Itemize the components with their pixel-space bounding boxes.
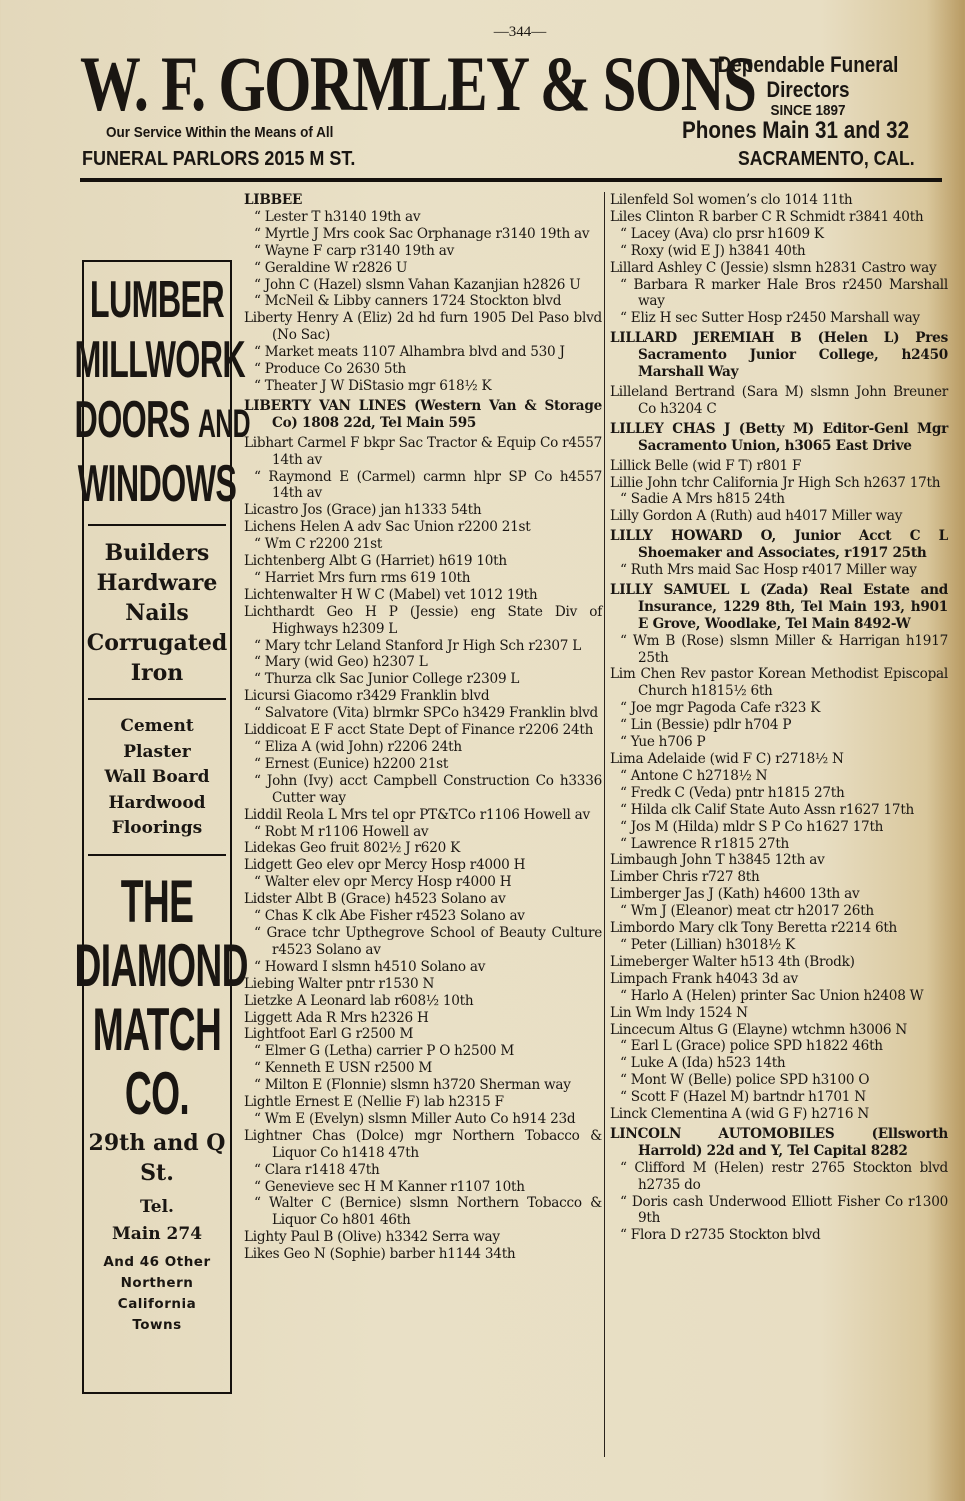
directory-entry: Lidgett Geo elev opr Mercy Hosp r4000 H — [244, 857, 526, 874]
lumber-block — [74, 262, 250, 514]
telephone-line: Tel. — [140, 1196, 174, 1217]
directory-entry: LIBERTY VAN LINES (Western Van & Storage Co) 1808 22d, Tel Main 595 — [244, 397, 602, 431]
directory-sub-entry: “ Geraldine W r2826 U — [254, 259, 408, 276]
funeral-home-title: W. F. GORMLEY & SONS — [80, 40, 756, 127]
directory-sub-entry: “ John (Ivy) acct Campbell Construction Co h3336 Cutter way — [254, 772, 602, 806]
company-name-block — [74, 862, 248, 1127]
directory-entry: Lilly Gordon A (Ruth) aud h4017 Miller way — [610, 508, 903, 525]
directory-entry: Lighty Paul B (Olive) h3342 Serra way — [244, 1229, 500, 1246]
directory-entry: Limbaugh John T h3845 12th av — [610, 852, 825, 869]
address-line: St. — [140, 1159, 174, 1186]
product-item: Wall Board — [104, 767, 210, 787]
directory-sub-entry: “ Wm E (Evelyn) slsmn Miller Auto Co h914 23d — [254, 1110, 576, 1127]
directory-sub-entry: “ Doris cash Underwood Elliott Fisher Co r1300 9th — [620, 1193, 948, 1227]
directory-entry: Limpach Frank h4043 3d av — [610, 970, 798, 987]
directory-sub-entry: “ Wm J (Eleanor) meat ctr h2017 26th — [620, 903, 874, 920]
directory-sub-entry: “ McNeil & Libby canners 1724 Stockton blvd — [254, 293, 562, 310]
directory-entry: Linck Clementina A (wid G F) h2716 N — [610, 1106, 870, 1123]
diamond-match-advertisement — [74, 260, 250, 1394]
directory-sub-entry: “ Mont W (Belle) police SPD h3100 O — [620, 1072, 870, 1089]
company-name-line: DIAMOND — [74, 931, 248, 999]
directory-entry: Licursi Giacomo r3429 Franklin blvd — [244, 688, 490, 705]
telephone-line: Main 274 — [111, 1223, 203, 1244]
directory-entry: Liles Clinton R barber C R Schmidt r3841 40th — [610, 208, 924, 225]
funeral-home-phones: Phones Main 31 and 32 — [682, 117, 910, 144]
company-name-line: THE — [120, 867, 194, 935]
directory-sub-entry: “ Mary tchr Leland Stanford Jr High Sch r2307 L — [254, 637, 582, 654]
header-divider — [80, 178, 942, 182]
directory-entry: Lietzke A Leonard lab r608½ 10th — [244, 992, 474, 1009]
funeral-home-description — [668, 52, 948, 120]
ad-headline-word: AND — [198, 402, 250, 446]
directory-surname-heading: LIBBEE — [244, 192, 303, 208]
ad-divider — [88, 854, 226, 856]
other-towns — [84, 1248, 230, 1336]
directory-entry: Lidster Albt B (Grace) h4523 Solano av — [244, 891, 506, 908]
directory-entry: Limber Chris r727 8th — [610, 869, 760, 886]
directory-sub-entry: “ Eliz H sec Sutter Hosp r2450 Marshall way — [620, 310, 920, 327]
directory-sub-entry: “ Mary (wid Geo) h2307 L — [254, 654, 428, 671]
directory-sub-entry: “ Robt M r1106 Howell av — [254, 823, 429, 840]
directory-entry: LILLY SAMUEL L (Zada) Real Estate and Insurance, 1229 8th, Tel Main 193, h901 E Grove, Woodlake, Tel Main 8492-W — [610, 581, 948, 632]
directory-sub-entry: “ Lacey (Ava) clo prsr h1609 K — [620, 225, 824, 242]
other-towns-line: California — [117, 1295, 197, 1312]
company-name-line: CO. — [124, 1059, 190, 1127]
directory-column-right — [610, 192, 948, 1244]
ad-headline-line: MILLWORK — [74, 331, 246, 389]
directory-sub-entry: “ Antone C h2718½ N — [620, 767, 768, 784]
directory-sub-entry: “ Eliza A (wid John) r2206 24th — [254, 739, 462, 755]
directory-entry: LILLARD JEREMIAH B (Helen L) Pres Sacramento Junior College, h2450 Marshall Way — [610, 330, 948, 381]
ad-headline-word: DOORS — [74, 391, 190, 449]
directory-sub-entry: “ Walter C (Bernice) slsmn Northern Tobacco & Liquor Co h801 46th — [254, 1195, 602, 1229]
directory-sub-entry: “ Milton E (Flonnie) slsmn h3720 Sherman way — [254, 1077, 571, 1094]
company-name-line: MATCH — [92, 995, 222, 1063]
directory-entry: Licastro Jos (Grace) jan h1333 54th — [244, 502, 482, 519]
funeral-home-tagline: Our Service Within the Means of All — [106, 124, 334, 141]
directory-sub-entry: “ Kenneth E USN r2500 M — [254, 1060, 433, 1077]
directory-entry: Lillie John tchr California Jr High Sch h2637 17th — [610, 474, 941, 491]
directory-sub-entry: “ Flora D r2735 Stockton blvd — [620, 1227, 821, 1244]
product-item: Iron — [130, 660, 184, 686]
directory-entry: Lillard Ashley C (Jessie) slsmn h2831 Castro way — [610, 259, 937, 276]
directory-sub-entry: “ Ernest (Eunice) h2200 21st — [254, 755, 449, 772]
directory-sub-entry: “ Lin (Bessie) pdlr h704 P — [620, 717, 792, 734]
ad-headline-line: WINDOWS — [77, 455, 237, 513]
directory-sub-entry: “ Lester T h3140 19th av — [254, 208, 421, 225]
directory-sub-entry: “ Ruth Mrs maid Sac Hosp r4017 Miller way — [620, 562, 917, 579]
other-towns-line: Northern — [120, 1274, 194, 1291]
directory-sub-entry: “ Theater J W DiStasio mgr 618½ K — [254, 377, 492, 394]
directory-sub-entry: “ Joe mgr Pagoda Cafe r323 K — [620, 700, 821, 717]
funeral-home-address: FUNERAL PARLORS 2015 M ST. — [82, 148, 356, 170]
directory-entry: Liddicoat E F acct State Dept of Finance r2206 24th — [244, 722, 594, 739]
directory-sub-entry: “ Thurza clk Sac Junior College r2309 L — [254, 671, 520, 688]
directory-sub-entry: “ Yue h706 P — [620, 734, 706, 751]
directory-sub-entry: “ Clara r1418 47th — [254, 1161, 380, 1178]
description-line-2: Directors — [766, 77, 850, 102]
products-list-1 — [84, 532, 230, 692]
directory-entry: Lichens Helen A adv Sac Union r2200 21st — [244, 519, 531, 536]
other-towns-line: Towns — [132, 1316, 182, 1333]
other-towns-line: And 46 Other — [103, 1253, 211, 1270]
directory-entry: Lin Wm lndy 1524 N — [610, 1004, 748, 1021]
directory-entry: Liebing Walter pntr r1530 N — [244, 975, 435, 992]
directory-sub-entry: “ Jos M (Hilda) mldr S P Co h1627 17th — [620, 818, 884, 835]
product-item: Hardware — [96, 570, 218, 596]
directory-sub-entry: “ Earl L (Grace) police SPD h1822 46th — [620, 1038, 883, 1055]
directory-sub-entry: “ Myrtle J Mrs cook Sac Orphanage r3140 19th av — [254, 225, 590, 242]
directory-sub-entry: “ Genevieve sec H M Kanner r1107 10th — [254, 1178, 525, 1195]
directory-sub-entry: “ Raymond E (Carmel) carmn hlpr SP Co h4557 14th av — [254, 468, 602, 502]
directory-sub-entry: “ Lawrence R r1815 27th — [620, 835, 790, 852]
column-divider — [604, 192, 605, 1457]
product-item: Nails — [125, 600, 189, 626]
product-item: Builders — [104, 540, 210, 566]
directory-sub-entry: “ John C (Hazel) slsmn Vahan Kazanjian h2826 U — [254, 276, 581, 293]
directory-sub-entry: “ Fredk C (Veda) pntr h1815 27th — [620, 784, 845, 801]
directory-sub-entry: “ Peter (Lillian) h3018½ K — [620, 936, 795, 953]
directory-sub-entry: “ Scott F (Hazel M) bartndr h1701 N — [620, 1089, 866, 1106]
since-year: SINCE 1897 — [770, 102, 846, 119]
product-item: Floorings — [111, 818, 203, 838]
directory-entry: Limeberger Walter h513 4th (Brodk) — [610, 953, 855, 970]
product-item: Hardwood — [108, 792, 206, 813]
directory-sub-entry: “ Hilda clk Calif State Auto Assn r1627 17th — [620, 801, 915, 818]
directory-entry: Lillick Belle (wid F T) r801 F — [610, 457, 802, 474]
directory-sub-entry: “ Harriet Mrs furn rms 619 10th — [254, 569, 471, 586]
directory-entry: Liddil Reola L Mrs tel opr PT&TCo r1106 Howell av — [244, 806, 590, 823]
funeral-home-city: SACRAMENTO, CAL. — [738, 148, 915, 170]
ad-headline-line: LUMBER — [89, 271, 225, 329]
ad-divider — [88, 524, 226, 526]
directory-sub-entry: “ Walter elev opr Mercy Hosp r4000 H — [254, 874, 512, 891]
directory-sub-entry: “ Harlo A (Helen) printer Sac Union h2408 W — [620, 987, 924, 1004]
directory-entry: Lightle Ernest E (Nellie F) lab h2315 F — [244, 1094, 504, 1111]
directory-sub-entry: “ Elmer G (Letha) carrier P O h2500 M — [254, 1043, 514, 1060]
directory-entry: LILLEY CHAS J (Betty M) Editor-Genl Mgr Sacramento Union, h3065 East Drive — [610, 420, 948, 454]
directory-entry: Lima Adelaide (wid F C) r2718½ N — [610, 751, 844, 767]
directory-entry: Lichtenwalter H W C (Mabel) vet 1012 19th — [244, 586, 538, 603]
company-address — [84, 1126, 230, 1188]
directory-entry: Liberty Henry A (Eliz) 2d hd furn 1905 Del Paso blvd (No Sac) — [244, 310, 602, 344]
directory-entry: Lightner Chas (Dolce) mgr Northern Tobacco & Liquor Co h1418 47th — [244, 1127, 602, 1161]
product-item: Plaster — [123, 741, 191, 762]
directory-entry: Limbordo Mary clk Tony Beretta r2214 6th — [610, 920, 898, 937]
directory-sub-entry: “ Sadie A Mrs h815 24th — [620, 491, 785, 508]
directory-entry: Lichthardt Geo H P (Jessie) eng State Div of Highways h2309 L — [244, 603, 602, 637]
directory-sub-entry: “ Wm C r2200 21st — [254, 536, 383, 553]
directory-sub-entry: “ Roxy (wid E J) h3841 40th — [620, 242, 806, 259]
directory-sub-entry: “ Produce Co 2630 5th — [254, 361, 406, 378]
product-item: Cement — [120, 716, 194, 736]
directory-entry: Liggett Ada R Mrs h2326 H — [244, 1009, 429, 1026]
description-line-1: Dependable Funeral — [717, 52, 899, 77]
directory-sub-entry: “ Wayne F carp r3140 19th av — [254, 242, 454, 259]
directory-entry: Limberger Jas J (Kath) h4600 13th av — [610, 886, 860, 903]
products-list-2 — [84, 706, 230, 848]
directory-entry: Likes Geo N (Sophie) barber h1144 34th — [244, 1246, 516, 1263]
directory-entry: Lidekas Geo fruit 802½ J r620 K — [244, 840, 460, 857]
directory-sub-entry: “ Howard I slsmn h4510 Solano av — [254, 958, 486, 975]
product-item: Corrugated — [86, 630, 228, 656]
directory-sub-entry: “ Luke A (Ida) h523 14th — [620, 1055, 786, 1072]
address-line: 29th and Q — [88, 1129, 226, 1156]
directory-sub-entry: “ Salvatore (Vita) blrmkr SPCo h3429 Franklin blvd — [254, 705, 599, 722]
directory-entry: LILLY HOWARD O, Junior Acct C L Shoemaker and Associates, r1917 25th — [610, 528, 948, 562]
directory-column-middle — [244, 192, 602, 1263]
page-number: —344— — [493, 24, 547, 40]
directory-sub-entry: “ Barbara R marker Hale Bros r2450 Marshall way — [620, 276, 948, 310]
directory-sub-entry: “ Wm B (Rose) slsmn Miller & Harrigan h1917 25th — [620, 632, 948, 666]
directory-entry: Lincecum Altus G (Elayne) wtchmn h3006 N — [610, 1021, 908, 1038]
ad-divider — [88, 698, 226, 700]
directory-sub-entry: “ Chas K clk Abe Fisher r4523 Solano av — [254, 908, 525, 925]
ad-headline-line — [74, 390, 250, 454]
directory-entry: Lim Chen Rev pastor Korean Methodist Episcopal Church h1815½ 6th — [610, 666, 948, 700]
directory-entry: Lilleland Bertrand (Sara M) slsmn John Breuner Co h3204 C — [610, 383, 948, 417]
directory-sub-entry: “ Market meats 1107 Alhambra blvd and 530 J — [254, 344, 565, 361]
company-telephone — [84, 1188, 230, 1248]
directory-sub-entry: “ Clifford M (Helen) restr 2765 Stockton blvd h2735 do — [620, 1159, 948, 1193]
directory-sub-entry: “ Grace tchr Upthegrove School of Beauty Culture r4523 Solano av — [254, 924, 602, 958]
directory-entry: Libhart Carmel F bkpr Sac Tractor & Equip Co r4557 14th av — [244, 434, 602, 468]
directory-entry: Lilenfeld Sol women’s clo 1014 11th — [610, 192, 853, 208]
directory-entry: LINCOLN AUTOMOBILES (Ellsworth Harrold) 22d and Y, Tel Capital 8282 — [610, 1125, 948, 1159]
directory-entry: Lichtenberg Albt G (Harriet) h619 10th — [244, 553, 507, 570]
directory-entry: Lightfoot Earl G r2500 M — [244, 1026, 414, 1043]
